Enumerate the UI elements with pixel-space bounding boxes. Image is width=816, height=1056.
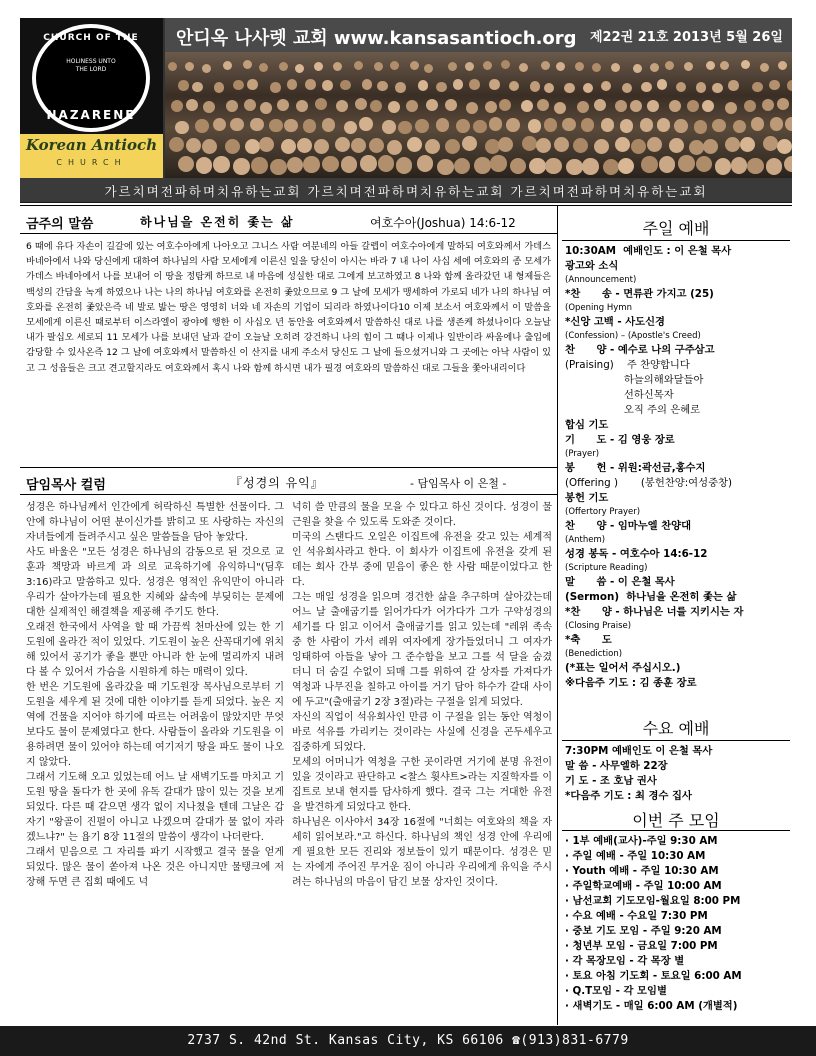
sunday-line: (Offering ) (봉헌찬양:여성중창)	[565, 477, 732, 489]
sunday-line: 합심 기도	[565, 419, 609, 431]
crowd-face-icon	[270, 82, 281, 93]
crowd-face-icon	[725, 102, 737, 114]
meetings-heading: 이번 주 모임	[632, 811, 720, 830]
daily-word-rule	[20, 233, 557, 234]
crowd-face-icon	[279, 62, 288, 71]
crowd-face-icon	[770, 117, 784, 131]
crowd-face-icon	[453, 79, 464, 90]
crowd-face-icon	[650, 63, 659, 72]
crowd-face-icon	[387, 140, 402, 155]
crowd-face-icon	[665, 61, 674, 70]
crowd-face-icon	[573, 138, 588, 153]
crowd-face-icon	[178, 80, 189, 91]
crowd-face-icon	[510, 158, 527, 175]
list-item: · Q.T모임 - 각 모임별	[565, 985, 667, 997]
crowd-face-icon	[398, 121, 412, 135]
crowd-face-icon	[287, 79, 298, 90]
column-paragraph: 자신의 직업이 석유회사인 만큼 이 구절을 읽는 동안 역청이 바로 석유를 가리키는 것이라는 사실에 신경을 곤두세우고 집중하게 되었다.	[292, 712, 552, 753]
crowd-face-icon	[519, 63, 528, 72]
column-paragraph: 넉히 쓸 만큼의 물을 모을 수 있다고 하신 것이다. 성경이 물 근원을 찾을 수 있도록 도와준 것이다.	[292, 502, 552, 528]
logo-brand-sub: CHURCH	[56, 158, 127, 167]
seal-bottom-text: NAZARENE	[46, 108, 136, 122]
top-divider	[20, 205, 792, 206]
crowd-face-icon	[295, 64, 304, 73]
crowd-face-icon	[489, 79, 500, 90]
crowd-face-icon	[566, 159, 583, 176]
crowd-face-icon	[684, 62, 693, 71]
crowd-face-icon	[752, 82, 763, 93]
crowd-face-icon	[474, 157, 491, 174]
crowd-face-icon	[436, 118, 450, 132]
sunday-line: 성경 봉독 - 여호수아 14:6-12	[565, 548, 708, 560]
crowd-face-icon	[277, 99, 289, 111]
crowd-face-icon	[370, 100, 382, 112]
sunday-line: *찬 송 - 면류관 가지고 (25)	[565, 288, 714, 300]
crowd-face-icon	[529, 158, 546, 175]
sunday-line: 봉 헌 - 위원:곽선금,홍수지	[565, 462, 706, 474]
crowd-face-icon	[509, 81, 520, 92]
crowd-face-icon	[640, 118, 654, 132]
crowd-face-icon	[712, 83, 723, 94]
crowd-face-icon	[417, 155, 434, 172]
wednesday-line: 기 도 - 조 호남 권사	[565, 775, 657, 787]
crowd-face-icon	[647, 137, 662, 152]
crowd-face-icon	[202, 139, 217, 154]
crowd-face-icon	[601, 81, 612, 92]
crowd-face-icon	[425, 139, 440, 154]
crowd-face-icon	[760, 63, 769, 72]
crowd-face-icon	[214, 82, 225, 93]
crowd-face-icon	[620, 119, 634, 133]
crowd-face-icon	[369, 138, 384, 153]
crowd-face-icon	[720, 61, 729, 70]
list-item: · 청년부 모임 - 금요일 7:00 PM	[565, 940, 718, 952]
list-item: · 새벽기도 - 매일 6:00 AM (개별적)	[565, 1000, 738, 1012]
crowd-face-icon	[592, 63, 601, 72]
crowd-face-icon	[544, 118, 558, 132]
crowd-face-icon	[694, 120, 708, 134]
crowd-face-icon	[536, 138, 551, 153]
list-item: · 주일학교예배 - 주일 10:00 AM	[565, 880, 722, 892]
crowd-face-icon	[407, 137, 422, 152]
crowd-face-icon	[303, 119, 317, 133]
column-paragraph: 한 번은 기도원에 올라갔을 때 기도원장 목사님으로부터 기도원을 세우게 된 것에 대한 이야기를 듣게 되었다. 높은 지역에 건물을 지어야 하기에 따르는 어려움이 많았지만 무엇보다도 물이 문제였다고 한다. 사람들이 올라와 기도원을 이용하려면 물이 있어야 하는데 여기저기 땅을 파도 물이 나오지 않았다.	[26, 682, 284, 768]
crowd-face-icon	[633, 64, 642, 73]
column-paragraph: 성경은 하나님께서 인간에게 허락하신 특별한 선물이다. 그 안에 하나님이 어떤 분이신가를 밝히고 또 사랑하는 자신의 자녀들에게 들려주시고 싶은 말씀들을 담아 놓았다.	[26, 502, 284, 543]
column-right	[292, 500, 552, 890]
crowd-face-icon	[483, 61, 492, 70]
crowd-face-icon	[744, 100, 756, 112]
crowd-face-icon	[615, 137, 630, 152]
crowd-face-icon	[676, 82, 687, 93]
meetings-rule	[562, 830, 790, 831]
crowd-face-icon	[362, 79, 373, 90]
issue-info: 제22권 21호 2013년 5월 26일	[590, 30, 783, 45]
crowd-face-icon	[594, 139, 609, 154]
crowd-face-icon	[196, 157, 213, 174]
crowd-face-icon	[351, 138, 366, 153]
crowd-face-icon	[284, 119, 298, 133]
crowd-face-icon	[247, 79, 258, 90]
crowd-face-icon	[687, 100, 699, 112]
daily-word-title: 하나님을 온전히 좇는 삶	[140, 215, 295, 229]
crowd-face-icon	[678, 155, 695, 172]
crowd-face-icon	[225, 139, 240, 154]
crowd-face-icon	[615, 100, 627, 112]
crowd-face-icon	[171, 100, 183, 112]
crowd-face-icon	[382, 120, 396, 134]
sunday-line: (Confession) – (Apostle's Creed)	[565, 331, 701, 341]
seal-top-text: CHURCH OF THE	[43, 33, 139, 43]
crowd-face-icon	[562, 118, 576, 132]
crowd-face-icon	[594, 99, 606, 111]
daily-word-text: 6 때에 유다 자손이 길갈에 있는 여호수아에게 나아오고 그니스 사람 여분네의 아들 갈렙이 여호수아에게 말하되 여호와께서 가데스 바네아에서 나와 당신에게 대하여 하나님의 사람 모세에게 이른신 일을 당신이 아시는 바라 7 내 나이 사십 세에 여호와의 종 모세가 가데스 바네아에서 나를 보내어 이 땅을 정탐케 하므로 내 마음에 성실한 대로 그에게 보고하였고 8 나와 함께 올라갔던 내 형제들은 백성의 간담을 녹게 하였으나 나는 나의 하나님 여호와를 온전히 좇았으므로 9 그 날에 모세가 맹세하여 가로되 네가 나의 하나님 여호와를 온전히 좇았은즉 네 발로 밟는 땅은 영영히 너와 네 자손의 기업이 되리라 하였나이다10 이제 보소서 여호와께서 이 말씀을 모세에게 이른신 때로부터 이스라엘이 광야에 행한 이 사십오 년 동안을 여호와께서 말씀하신 대로 나를 생존케 하셨나이다 오늘날 내가 팔십오 세로되 11 모세가 나를 보내던 날과 같이 오늘날 오히려 강건하니 나의 힘이 그 때나 이제나 일반이라 싸움에나 출입에 감당할 수 있사온즉 12 그 날에 여호와께서 말씀하신 이 산지를 내게 주소서 당신도 그 날에 들으셨거니와 그 곳에는 아낙 사람이 있고 그 성읍들은 크고 견고할지라도 여호와께서 혹시 나와 함께 하시면 내가 필경 여호와의 말씀하신 대로 그들을 쫓아내리이다	[26, 241, 551, 374]
crowd-face-icon	[426, 99, 438, 111]
crowd-face-icon	[195, 119, 209, 133]
crowd-face-icon	[436, 82, 447, 93]
crowd-face-icon	[657, 118, 671, 132]
logo-brand-name: Korean Antioch	[25, 136, 158, 154]
crowd-face-icon	[175, 121, 189, 135]
crowd-face-icon	[322, 118, 336, 132]
meetings-list	[565, 834, 791, 1014]
crowd-face-icon	[378, 155, 395, 172]
list-item: · 주일 예배 - 주일 10:30 AM	[565, 850, 706, 862]
crowd-face-icon	[424, 64, 433, 73]
crowd-face-icon	[696, 82, 707, 93]
crowd-face-icon	[669, 138, 684, 153]
sunday-line: (Scripture Reading)	[565, 563, 648, 573]
crowd-face-icon	[169, 137, 184, 152]
crowd-face-icon	[537, 99, 549, 111]
sunday-line: 찬 양 - 예수로 나의 구주삼고	[565, 344, 715, 356]
list-item: · 수요 예배 - 수요일 7:30 PM	[565, 910, 708, 922]
crowd-face-icon	[287, 157, 304, 174]
crowd-face-icon	[733, 120, 747, 134]
column-title: 『성경의 유익』	[230, 476, 324, 490]
crowd-face-icon	[250, 118, 264, 132]
crowd-face-icon	[281, 139, 296, 154]
crowd-face-icon	[469, 79, 480, 90]
crowd-face-icon	[577, 101, 589, 113]
crowd-face-icon	[186, 99, 198, 111]
crowd-face-icon	[490, 155, 507, 172]
crowd-face-icon	[322, 156, 339, 173]
crowd-face-icon	[192, 82, 203, 93]
crowd-face-icon	[556, 62, 565, 71]
column-paragraph: 사도 바울은 "모든 성경은 하나님의 감동으로 된 것으로 교훈과 책망과 바르게 과 의로 교육하기에 유익하니"(딤후3:16)라고 말씀하고 있다. 성경은 영적인 유익만이 아니라 우리가 살아가는데 필요한 지혜와 삶속에 부딪히는 문제에 대한 실제적인 해결책을 제공해 주기도 한다.	[26, 547, 284, 618]
crowd-face-icon	[659, 156, 676, 173]
sunday-line: (Offertory Prayer)	[565, 507, 641, 517]
crowd-face-icon	[202, 64, 211, 73]
crowd-face-icon	[418, 80, 429, 91]
column-paragraph: 그는 매일 성경을 읽으며 경건한 삶을 추구하며 살아갔는데 어느 날 출애굽기를 읽어가다가 어가다가 그가 구약성경의 세기를 다 읽고 이어서 출애굽기를 읽고 있는데 "레위 족속 중 한 사람이 가서 레위 여자에게 장가들었더니 그 여자가 잉태하여 아들을 낳아 그 준수함을 보고 그를 석 달을 숨겼더니 더 숨길 수없이 되매 그를 위하여 갈 상자를 가져다가 역청과 나무진을 칠하고 아이를 거기 담아 하수가 갈대 사이에 두고"(출애굽기 2장 3절)라는 구절을 읽게 되었다.	[292, 592, 552, 708]
crowd-face-icon	[703, 139, 718, 154]
sunday-line: (Prayer)	[565, 449, 600, 459]
crowd-face-icon	[506, 118, 520, 132]
crowd-face-icon	[528, 119, 542, 133]
crowd-face-icon	[305, 79, 316, 90]
crowd-face-icon	[740, 137, 755, 152]
crowd-face-icon	[777, 139, 792, 154]
crowd-face-icon	[498, 137, 513, 152]
crowd-face-icon	[270, 159, 287, 176]
crowd-face-icon	[601, 118, 615, 132]
column-paragraph: 오래전 한국에서 사역을 할 때 가끔씩 천마산에 있는 한 기도원에 올라간 적이 있었다. 기도원이 높은 산꼭대기에 위치해 있어서 공기가 좋을 뿐만 아니라 한 눈에 멀리까지 내려다 볼 수 있어서 가슴을 시원하게 하는 매력이 있다.	[26, 622, 284, 678]
crowd-face-icon	[696, 156, 713, 173]
column-rule	[20, 494, 557, 495]
crowd-face-icon	[575, 62, 584, 71]
list-item: · Youth 예배 - 주일 10:30 AM	[565, 865, 719, 877]
sunday-line: (Opening Hymn	[565, 303, 632, 313]
column-paragraph: 모세의 어머니가 역청을 구한 곳이라면 거기에 분명 유전이 있을 것이라고 판단하고 <찰스 휫샤트>라는 지질학자를 이집트로 보내 현지를 답사하게 했다. 결국 그는 거대한 유전을 발견하게 되었다고 한다.	[292, 757, 552, 813]
crowd-face-icon	[674, 119, 688, 133]
crowd-face-icon	[725, 137, 740, 152]
wednesday-order	[565, 744, 791, 804]
crowd-face-icon	[168, 62, 177, 71]
congregation-photo	[165, 52, 792, 178]
crowd-face-icon	[415, 119, 429, 133]
column-paragraph: 그래서 믿음으로 그 자리를 파기 시작했고 결국 물을 얻게 되었다. 많은 물이 쏟아져 나온 것은 아니지만 물탱크에 저장해 두면 큰 집회 때에도 넉	[26, 847, 284, 888]
crowd-face-icon	[689, 140, 704, 155]
crowd-face-icon	[522, 136, 537, 151]
church-title: 안디옥 나사렛 교회 www.kansasantioch.org	[176, 28, 577, 49]
section-divider	[20, 467, 557, 468]
crowd-face-icon	[448, 62, 457, 71]
crowd-face-icon	[762, 99, 774, 111]
sunday-line: 광고와 소식	[565, 260, 619, 272]
crowd-face-icon	[297, 138, 312, 153]
nazarene-seal-icon	[32, 24, 150, 132]
sunday-line: (Benediction)	[565, 649, 623, 659]
crowd-face-icon	[344, 121, 358, 135]
crowd-face-icon	[583, 83, 594, 94]
crowd-face-icon	[322, 80, 333, 91]
crowd-face-icon	[712, 119, 726, 133]
crowd-face-icon	[340, 80, 351, 91]
crowd-face-icon	[741, 60, 750, 69]
crowd-face-icon	[489, 117, 503, 131]
crowd-face-icon	[336, 100, 348, 112]
list-item: · 중보 기도 모임 - 주일 9:20 AM	[565, 925, 722, 937]
crowd-face-icon	[715, 158, 732, 175]
sunday-line: 오직 주의 은혜로	[565, 404, 701, 416]
crowd-face-icon	[499, 99, 511, 111]
crowd-face-icon	[251, 157, 268, 174]
crowd-face-icon	[335, 137, 350, 152]
daily-word-label: 금주의 말씀	[26, 217, 94, 232]
crowd-face-icon	[186, 138, 201, 153]
crowd-face-icon	[728, 80, 739, 91]
crowd-face-icon	[360, 155, 377, 172]
crowd-face-icon	[314, 62, 323, 71]
crowd-face-icon	[233, 158, 250, 175]
sunday-line: (Anthem)	[565, 535, 606, 545]
crowd-face-icon	[390, 61, 399, 70]
crowd-face-icon	[581, 118, 595, 132]
logo-brand-plate	[20, 134, 163, 178]
crowd-face-icon	[603, 159, 620, 176]
crowd-face-icon	[582, 158, 599, 175]
crowd-face-icon	[296, 100, 308, 112]
crowd-face-icon	[465, 62, 474, 71]
crowd-face-icon	[544, 83, 555, 94]
sunday-line: 봉헌 기도	[565, 492, 609, 504]
crowd-face-icon	[622, 83, 633, 94]
crowd-face-icon	[244, 99, 256, 111]
sunday-line: (Closing Praise)	[565, 621, 632, 631]
sunday-line: 기 도 - 김 영웅 장로	[565, 434, 675, 446]
crowd-face-icon	[530, 81, 541, 92]
crowd-face-icon	[766, 158, 783, 175]
crowd-face-icon	[462, 136, 477, 151]
column-paragraph: 미국의 스탠다드 오일은 이집트에 유전을 갖고 있는 세계적인 석유회사라고 한다. 이 회사가 이집트에 유전을 갖게 된 데는 회사 간부 중에 믿음이 좋은 한 사람 때문이었다고 한다.	[292, 532, 552, 588]
crowd-face-icon	[545, 158, 562, 175]
crowd-face-icon	[259, 63, 268, 72]
crowd-face-icon	[230, 118, 244, 132]
wednesday-line: *다음주 기도 : 최 경수 집사	[565, 790, 692, 802]
crowd-face-icon	[777, 98, 789, 110]
list-item: · 남선교회 기도모임-월요일 8:00 PM	[565, 895, 741, 907]
crowd-face-icon	[260, 102, 272, 114]
crowd-face-icon	[631, 139, 646, 154]
sunday-line: 선하신목자	[565, 389, 674, 401]
sunday-line: *찬 양 - 하나님은 너를 지키시는 자	[565, 606, 744, 618]
crowd-face-icon	[178, 156, 195, 173]
crowd-face-icon	[185, 62, 194, 71]
crowd-face-icon	[395, 82, 406, 93]
crowd-face-icon	[541, 61, 550, 70]
crowd-face-icon	[554, 137, 569, 152]
crowd-face-icon	[456, 119, 470, 133]
crowd-face-icon	[454, 158, 471, 175]
crowd-face-icon	[213, 118, 227, 132]
crowd-face-icon	[203, 101, 215, 113]
daily-word-reference: 여호수아(Joshua) 14:6-12	[370, 216, 516, 230]
sunday-line: (*표는 일어서 주십시오.)	[565, 662, 681, 674]
crowd-face-icon	[396, 157, 413, 174]
crowd-face-icon	[410, 61, 419, 70]
crowd-face-icon	[706, 61, 715, 70]
sunday-line: *축 도	[565, 634, 612, 646]
sunday-line: ※다음주 기도 : 김 종훈 장로	[565, 677, 697, 689]
crowd-face-icon	[647, 100, 659, 112]
crowd-face-icon	[669, 100, 681, 112]
crowd-face-icon	[354, 61, 363, 70]
crowd-face-icon	[243, 60, 252, 69]
crowd-face-icon	[303, 156, 320, 173]
crowd-face-icon	[226, 100, 238, 112]
wednesday-rule	[562, 740, 790, 741]
crowd-face-icon	[485, 101, 497, 113]
crowd-face-icon	[554, 102, 566, 114]
crowd-face-icon	[233, 80, 244, 91]
sunday-line: (Sermon) 하나님을 온전히 좇는 삶	[565, 591, 737, 603]
crowd-face-icon	[377, 81, 388, 92]
crowd-face-icon	[731, 157, 748, 174]
crowd-face-icon	[657, 79, 668, 90]
crowd-face-icon	[473, 120, 487, 134]
crowd-face-icon	[778, 61, 787, 70]
list-item: · 1부 예배(교사)-주일 9:30 AM	[565, 835, 718, 847]
church-address: 2737 S. 42nd St. Kansas City, KS 66106 ☎(913)831-6779	[187, 1033, 629, 1048]
column-paragraph: 하나님은 이사야서 34장 16절에 "너희는 여호와의 책을 자세히 읽어보라."고 하신다. 하나님의 책인 성경 안에 우리에게 필요한 모든 진리와 정보들이 있기 때문이다. 성경은 믿는 자에게 주어진 무거운 짐이 아니라 우리에게 유익을 주시려는 하나님의 마음이 담긴 보물 상자인 것이다.	[292, 817, 552, 888]
crowd-face-icon	[406, 100, 418, 112]
crowd-face-icon	[213, 156, 230, 173]
column-paragraph: 그래서 기도해 오고 있었는데 어느 날 새벽기도를 마치고 기도원 땅을 돌다가 한 곳에 유독 갈대가 많이 있는 것을 보게 되었다. 다른 때 같으면 생각 없이 지나쳤을 텐데 그날은 갑자기 "왕골이 진펄이 아니고 나겠으며 갈대가 물 없이 자라겠느냐?" 는 욥기 8장 11절의 말씀이 생각이 나더란다.	[26, 772, 284, 843]
sunday-worship-heading: 주일 예배	[642, 219, 710, 238]
crowd-face-icon	[564, 83, 575, 94]
crowd-face-icon	[702, 100, 714, 112]
column-left	[26, 500, 284, 890]
sunday-line: 10:30AM 예배인도 : 이 은철 목사	[565, 245, 732, 257]
sunday-order-of-service	[565, 244, 791, 691]
column-divider	[557, 205, 558, 1025]
crowd-face-icon	[315, 98, 327, 110]
crowd-face-icon	[611, 63, 620, 72]
crowd-face-icon	[445, 139, 460, 154]
crowd-face-icon	[521, 100, 533, 112]
crowd-face-icon	[355, 98, 367, 110]
crowd-face-icon	[333, 62, 342, 71]
crowd-face-icon	[641, 82, 652, 93]
sunday-rule	[562, 240, 790, 241]
crowd-face-icon	[466, 102, 478, 114]
crowd-face-icon	[630, 100, 642, 112]
crowd-face-icon	[245, 139, 260, 154]
crowd-face-icon	[769, 80, 780, 91]
crowd-face-icon	[784, 156, 792, 173]
crowd-face-icon	[388, 101, 400, 113]
crowd-face-icon	[747, 158, 764, 175]
crowd-face-icon	[751, 117, 765, 131]
crowd-face-icon	[374, 62, 383, 71]
crowd-face-icon	[314, 139, 329, 154]
wednesday-line: 말 씀 - 사무엘하 22장	[565, 760, 668, 772]
crowd-face-icon	[763, 136, 778, 151]
church-motto: 가르치며전파하며치유하는교회 가르치며전파하며치유하는교회 가르치며전파하며치유하는교회	[104, 184, 708, 199]
sunday-line: 찬 양 - 임마누엘 찬양대	[565, 520, 692, 532]
crowd-face-icon	[501, 60, 510, 69]
sunday-line: 말 씀 - 이 은철 목사	[565, 576, 675, 588]
crowd-face-icon	[445, 99, 457, 111]
sunday-line: (Announcement)	[565, 275, 637, 285]
crowd-face-icon	[269, 119, 283, 133]
crowd-face-icon	[223, 61, 232, 70]
crowd-face-icon	[259, 137, 274, 152]
sunday-line: 하늘의해와달들아	[565, 374, 704, 386]
seal-motto: HOLINESS UNTO THE LORD	[66, 58, 116, 73]
crowd-face-icon	[785, 117, 792, 131]
wednesday-line: 7:30PM 예배인도 이 은철 목사	[565, 745, 713, 757]
crowd-face-icon	[641, 156, 658, 173]
wednesday-worship-heading: 수요 예배	[642, 719, 710, 738]
column-label: 담임목사 컬럼	[26, 478, 106, 493]
list-item: · 토요 아침 기도회 - 토요일 6:00 AM	[565, 970, 742, 982]
list-item: · 각 목장모임 - 각 목장 별	[565, 955, 685, 967]
crowd-face-icon	[787, 80, 792, 91]
crowd-face-icon	[341, 156, 358, 173]
sunday-line: (Praising) 주 찬양합니다	[565, 359, 690, 371]
column-byline: - 담임목사 이 은철 -	[410, 477, 507, 490]
sunday-line: *신앙 고백 - 사도신경	[565, 316, 665, 328]
crowd-face-icon	[437, 159, 454, 176]
crowd-face-icon	[359, 117, 373, 131]
crowd-face-icon	[618, 158, 635, 175]
